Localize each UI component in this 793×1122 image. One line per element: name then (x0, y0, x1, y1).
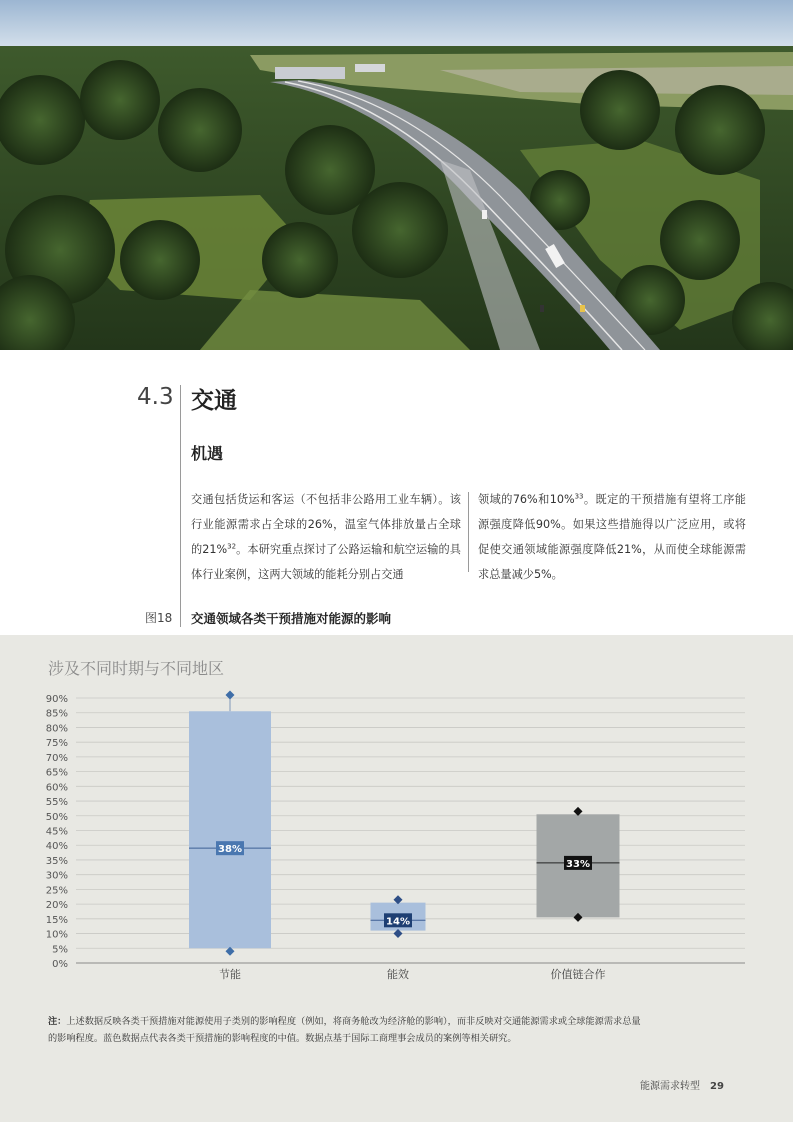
y-tick-label: 75% (45, 738, 68, 750)
y-tick-label: 90% (45, 694, 68, 705)
y-tick-label: 0% (52, 959, 68, 970)
y-tick-label: 85% (45, 708, 68, 720)
section-number: 4.3 (137, 384, 174, 410)
body-column-left (191, 487, 461, 587)
body-text: 领域的76%和10% (478, 493, 575, 506)
y-tick-label: 35% (45, 855, 68, 867)
median-label: 14% (386, 916, 410, 928)
body-text: 交通包括货运和客运（不包括非公路用工业车辆）。该行业能源需求占全球的26%，温室气体排放量占全球的21% (191, 493, 461, 556)
y-tick-label: 80% (45, 723, 68, 735)
y-tick-label: 10% (45, 929, 68, 941)
body-text: 。本研究重点探讨了公路运输和航空运输的具体行业案例，这两大领域的能耗分别占交通 (191, 543, 461, 581)
y-tick-label: 15% (45, 914, 68, 926)
y-tick-label: 25% (45, 885, 68, 897)
hero-photo (0, 0, 793, 350)
median-label: 38% (218, 844, 242, 856)
section-title: 交通 (191, 388, 237, 414)
y-tick-label: 55% (45, 797, 68, 809)
body-text: 。既定的干预措施有望将工序能源强度降低90%。如果这些措施得以广泛应用，或将促使交通领域能源强度降低21%，从而使全球能源需求总量减少5%。 (478, 493, 746, 581)
footnote-ref: 32 (227, 542, 237, 551)
y-tick-label: 40% (45, 841, 68, 853)
median-label: 33% (566, 858, 590, 870)
chart-heading: 涉及不同时期与不同地区 (48, 659, 225, 678)
category-label: 节能 (219, 968, 241, 980)
chart-note (48, 1013, 648, 1047)
y-tick-label: 30% (45, 870, 68, 882)
figure-title: 交通领域各类干预措施对能源的影响 (191, 611, 392, 626)
page-footer (640, 1077, 724, 1092)
body-column-right (478, 487, 746, 587)
y-tick-label: 20% (45, 900, 68, 912)
y-tick-label: 70% (45, 752, 68, 764)
y-tick-label: 5% (52, 944, 68, 956)
page-number: 29 (710, 1081, 724, 1092)
footer-title: 能源需求转型 (640, 1081, 700, 1092)
footnote-ref: 33 (574, 492, 584, 501)
y-tick-label: 45% (45, 826, 68, 838)
category-label: 能效 (387, 968, 409, 980)
category-label: 价值链合作 (550, 968, 606, 980)
y-tick-label: 50% (45, 811, 68, 823)
highway-aerial-image (0, 0, 793, 350)
section-divider (180, 385, 181, 627)
figure-label: 图18 (145, 611, 173, 625)
note-text: 上述数据反映各类干预措施对能源使用子类别的影响程度（例如，将商务舱改为经济舱的影响），而非反映对交通能源需求或全球能源需求总量的影响程度。蓝色数据点代表各类干预措施的影响程度的中值。数据点基于国际工商理事会成员的案例等相关研究。 (48, 1016, 641, 1044)
box-chart (0, 680, 793, 980)
section-subtitle: 机遇 (191, 444, 224, 463)
box-1 (189, 711, 271, 948)
y-tick-label: 60% (45, 782, 68, 794)
y-tick-label: 65% (45, 767, 68, 779)
note-prefix: 注： (48, 1016, 67, 1027)
column-divider (468, 492, 469, 572)
